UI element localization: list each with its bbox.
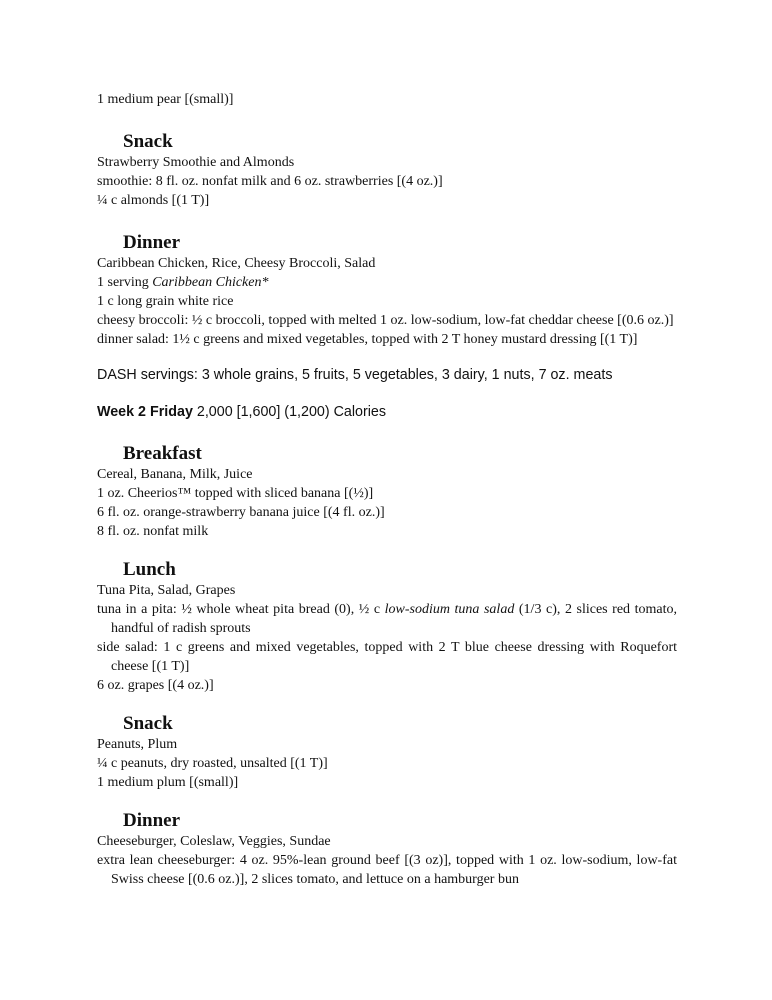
dinner-section-2 — [97, 810, 677, 889]
dash-servings: DASH servings: 3 whole grains, 5 fruits, 5 vegetables, 3 dairy, 1 nuts, 7 oz. meats — [97, 367, 613, 383]
pear-item: 1 medium pear [(small)] — [97, 92, 234, 107]
snack-heading: Snack — [123, 131, 173, 152]
juice-item: 6 fl. oz. orange-strawberry banana juice [(4 fl. oz.)] — [97, 505, 385, 520]
dinner-heading: Dinner — [123, 232, 180, 253]
almonds-item: ¼ c almonds [(1 T)] — [97, 193, 210, 208]
dinner-heading-2: Dinner — [123, 810, 180, 831]
plum-item: 1 medium plum [(small)] — [97, 775, 239, 790]
grapes-item: 6 oz. grapes [(4 oz.)] — [97, 678, 214, 693]
chicken-recipe-name: Caribbean Chicken* — [152, 275, 269, 290]
tuna-salad-recipe: low-sodium tuna salad — [384, 602, 515, 617]
cheeseburger-item: extra lean cheeseburger: 4 oz. 95%-lean ground beef [(3 oz)], topped with 1 oz. low-sodium, low-fat Swiss cheese [(0.6 oz.)], 2 slices tomato, and lettuce on a hamburger bun — [97, 853, 677, 887]
lunch-section — [97, 559, 677, 695]
lunch-heading: Lunch — [123, 559, 176, 580]
lunch-description: Tuna Pita, Salad, Grapes — [97, 583, 236, 598]
dinner-section-1 — [97, 232, 677, 349]
smoothie-item: smoothie: 8 fl. oz. nonfat milk and 6 oz. strawberries [(4 oz.)] — [97, 174, 443, 189]
tuna-pita-suffix: (1/3 c), 2 slices red tomato, handful of radish sprouts — [111, 602, 677, 636]
breakfast-heading: Breakfast — [123, 443, 202, 464]
side-salad-item: side salad: 1 c greens and mixed vegetables, topped with 2 T blue cheese dressing with Roquefort cheese [(1 T)] — [97, 640, 677, 674]
cereal-item: 1 oz. Cheerios™ topped with sliced banana [(½)] — [97, 486, 374, 501]
milk-item: 8 fl. oz. nonfat milk — [97, 524, 209, 539]
breakfast-description: Cereal, Banana, Milk, Juice — [97, 467, 253, 482]
tuna-pita-item — [97, 600, 677, 638]
breakfast-section — [97, 443, 677, 541]
rice-item: 1 c long grain white rice — [97, 294, 234, 309]
meal-plan-page — [97, 90, 677, 889]
snack-section-2 — [97, 713, 677, 792]
salad-item: dinner salad: 1½ c greens and mixed vegetables, topped with 2 T honey mustard dressing [(1 T)] — [97, 332, 638, 347]
calorie-levels: 2,000 [1,600] (1,200) Calories — [192, 404, 387, 420]
week-day-label: Week 2 Friday — [97, 404, 193, 420]
week-day-title — [97, 403, 677, 422]
tuna-pita-prefix: tuna in a pita: ½ whole wheat pita bread (0), ½ c — [97, 602, 385, 617]
chicken-item — [97, 273, 677, 292]
snack-section-1 — [97, 131, 677, 210]
snack-heading-2: Snack — [123, 713, 173, 734]
broccoli-item: cheesy broccoli: ½ c broccoli, topped with melted 1 oz. low-sodium, low-fat cheddar cheese [(0.6 oz.)] — [97, 313, 674, 328]
dinner-description-2: Cheeseburger, Coleslaw, Veggies, Sundae — [97, 834, 331, 849]
snack-description-2: Peanuts, Plum — [97, 737, 178, 752]
snack-description: Strawberry Smoothie and Almonds — [97, 155, 295, 170]
peanuts-item: ¼ c peanuts, dry roasted, unsalted [(1 T)] — [97, 756, 328, 771]
chicken-item-prefix: 1 serving — [97, 275, 153, 290]
dinner-description: Caribbean Chicken, Rice, Cheesy Broccoli, Salad — [97, 256, 376, 271]
